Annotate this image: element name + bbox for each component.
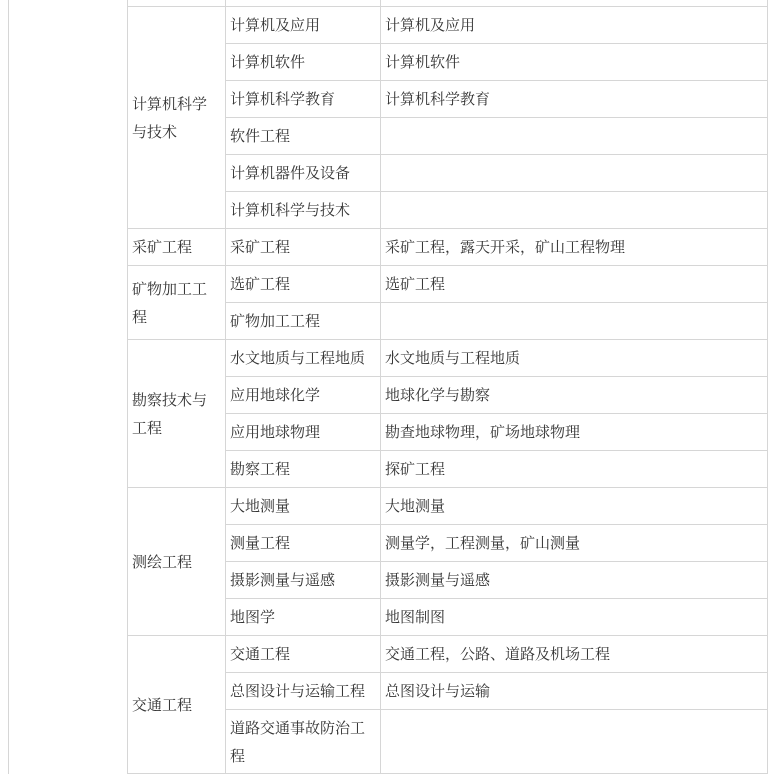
table-row — [128, 7, 768, 44]
former-major-cell: 探矿工程 — [381, 451, 768, 488]
former-major-cell: 交通工程，公路、道路及机场工程 — [381, 636, 768, 673]
table-row — [128, 488, 768, 525]
major-cell: 计算机科学教育 — [226, 81, 381, 118]
major-cell: 交通工程 — [226, 636, 381, 673]
major-cell: 软件工程 — [226, 118, 381, 155]
former-major-cell: 计算机科学教育 — [381, 81, 768, 118]
major-cell: 应用地球化学 — [226, 377, 381, 414]
major-cell: 计算机器件及设备 — [226, 155, 381, 192]
former-major-cell — [381, 192, 768, 229]
major-cell: 测量工程 — [226, 525, 381, 562]
major-cell: 应用地球物理 — [226, 414, 381, 451]
major-mapping-table — [127, 0, 768, 774]
former-major-cell: 地球化学与勘察 — [381, 377, 768, 414]
former-major-cell: 计算机及应用 — [381, 7, 768, 44]
former-major-cell: 地图制图 — [381, 599, 768, 636]
table-body — [128, 0, 768, 774]
former-major-cell: 水文地质与工程地质 — [381, 340, 768, 377]
former-major-cell: 采矿工程，露天开采，矿山工程物理 — [381, 229, 768, 266]
major-cell: 计算机科学与技术 — [226, 192, 381, 229]
former-major-cell: 测量学，工程测量，矿山测量 — [381, 525, 768, 562]
former-major-cell: 勘查地球物理，矿场地球物理 — [381, 414, 768, 451]
category-cell: 矿物加工工程 — [128, 266, 226, 340]
former-major-cell: 选矿工程 — [381, 266, 768, 303]
category-cell: 测绘工程 — [128, 488, 226, 636]
former-major-cell — [381, 118, 768, 155]
major-cell: 水文地质与工程地质 — [226, 340, 381, 377]
table-row — [128, 636, 768, 673]
major-cell: 矿物加工工程 — [226, 303, 381, 340]
major-cell: 大地测量 — [226, 488, 381, 525]
major-cell: 地图学 — [226, 599, 381, 636]
major-cell: 道路交通事故防治工程 — [226, 710, 381, 774]
table-row — [128, 229, 768, 266]
major-cell: 勘察工程 — [226, 451, 381, 488]
former-major-cell: 总图设计与运输 — [381, 673, 768, 710]
former-major-cell — [381, 303, 768, 340]
major-cell: 选矿工程 — [226, 266, 381, 303]
major-cell: 采矿工程 — [226, 229, 381, 266]
major-cell: 计算机及应用 — [226, 7, 381, 44]
major-cell: 计算机软件 — [226, 44, 381, 81]
former-major-cell — [381, 710, 768, 774]
category-cell: 勘察技术与工程 — [128, 340, 226, 488]
category-cell: 交通工程 — [128, 636, 226, 774]
former-major-cell: 计算机软件 — [381, 44, 768, 81]
former-major-cell: 大地测量 — [381, 488, 768, 525]
page-left-border — [8, 0, 9, 774]
category-cell: 采矿工程 — [128, 229, 226, 266]
former-major-cell: 摄影测量与遥感 — [381, 562, 768, 599]
table-row — [128, 340, 768, 377]
former-major-cell — [381, 155, 768, 192]
major-cell: 摄影测量与遥感 — [226, 562, 381, 599]
category-cell: 计算机科学与技术 — [128, 7, 226, 229]
table-row — [128, 266, 768, 303]
major-cell: 总图设计与运输工程 — [226, 673, 381, 710]
